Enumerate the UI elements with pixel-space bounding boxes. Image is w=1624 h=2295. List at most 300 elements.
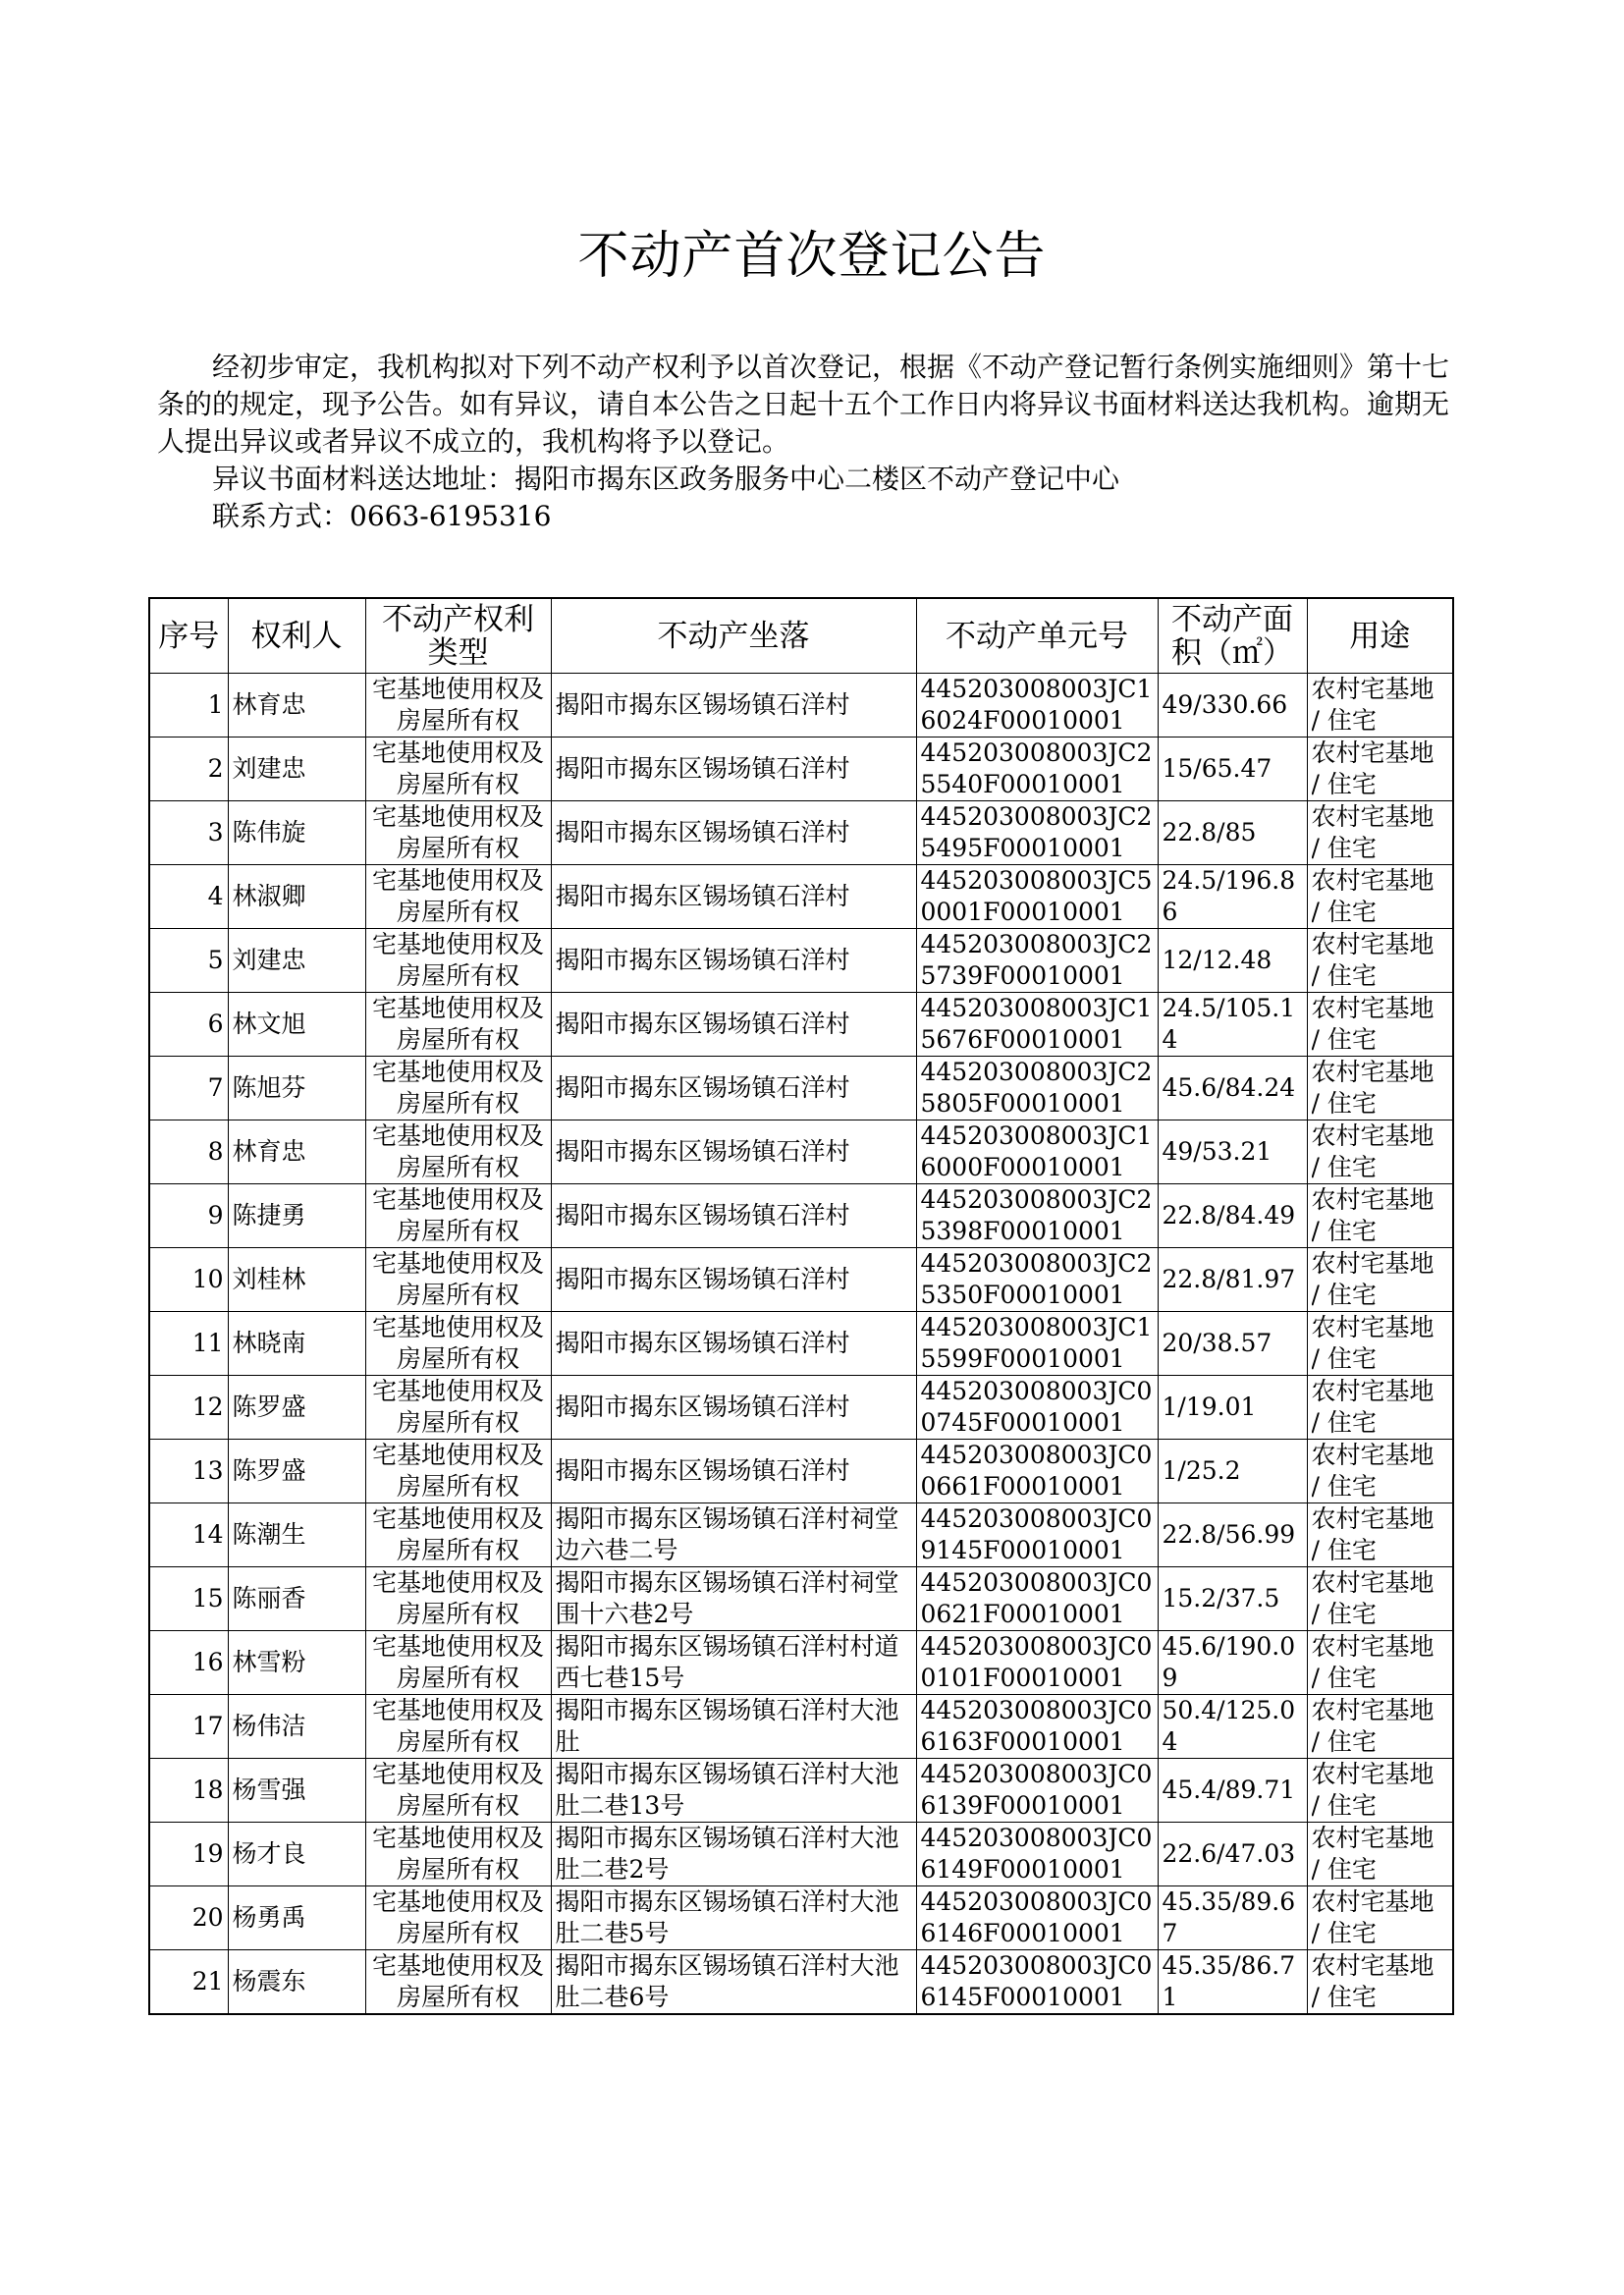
row-use xyxy=(1307,1823,1453,1886)
row-unit-number xyxy=(916,929,1158,993)
header-use: 用途 xyxy=(1307,598,1453,674)
row-area-text: 45.4/89.71 xyxy=(1162,1776,1296,1804)
row-use xyxy=(1307,929,1453,993)
row-owner-text: 陈捷勇 xyxy=(232,1201,306,1229)
row-location xyxy=(551,1120,916,1184)
row-area xyxy=(1158,1440,1307,1503)
row-seq xyxy=(149,1759,228,1823)
row-location-text: 揭阳市揭东区锡场镇石洋村祠堂围十六巷2号 xyxy=(555,1568,899,1628)
row-area-text: 22.8/84.49 xyxy=(1162,1201,1296,1229)
row-right-type xyxy=(365,1567,551,1631)
row-owner-text: 陈罗盛 xyxy=(232,1393,306,1421)
row-use xyxy=(1307,1631,1453,1695)
row-use-text: 农村宅基地 / 住宅 xyxy=(1311,1951,1435,2011)
notice-paragraph: 经初步审定，我机构拟对下列不动产权利予以首次登记，根据《不动产登记暂行条例实施细则》第十七条的的规定，现予公告。如有异议，请自本公告之日起十五个工作日内将异议书面材料送达我机构。逾期无人提出异议或者异议不成立的，我机构将予以登记。 xyxy=(157,351,1450,458)
row-area-text: 45.6/190.09 xyxy=(1162,1632,1296,1692)
header-owner: 权利人 xyxy=(228,598,365,674)
row-unit-number xyxy=(916,801,1158,865)
row-location-text: 揭阳市揭东区锡场镇石洋村大池肚二巷5号 xyxy=(555,1887,899,1947)
row-use-text: 农村宅基地 / 住宅 xyxy=(1311,994,1435,1054)
table-row xyxy=(149,1376,1453,1440)
table-row xyxy=(149,1567,1453,1631)
row-owner-text: 陈伟旋 xyxy=(232,818,306,847)
row-area-text: 22.8/85 xyxy=(1162,818,1257,847)
row-area-text: 45.6/84.24 xyxy=(1162,1073,1296,1102)
row-location xyxy=(551,1567,916,1631)
row-owner xyxy=(228,1759,365,1823)
row-use-text: 农村宅基地 / 住宅 xyxy=(1311,1504,1435,1564)
row-unit-number xyxy=(916,674,1158,738)
row-use xyxy=(1307,1695,1453,1759)
row-location xyxy=(551,865,916,929)
row-area xyxy=(1158,1057,1307,1120)
row-owner-text: 刘建忠 xyxy=(232,754,306,783)
row-right-type xyxy=(365,865,551,929)
row-owner-text: 林雪粉 xyxy=(232,1648,306,1676)
row-owner xyxy=(228,1057,365,1120)
row-seq xyxy=(149,801,228,865)
row-area xyxy=(1158,1631,1307,1695)
table-row xyxy=(149,993,1453,1057)
row-seq xyxy=(149,1184,228,1248)
row-location-text: 揭阳市揭东区锡场镇石洋村祠堂边六巷二号 xyxy=(555,1504,899,1564)
row-use-text: 农村宅基地 / 住宅 xyxy=(1311,1824,1435,1884)
row-owner-text: 杨震东 xyxy=(232,1967,306,1995)
row-location-text: 揭阳市揭东区锡场镇石洋村 xyxy=(555,1201,850,1229)
objection-address: 异议书面材料送达地址：揭阳市揭东区政务服务中心二楼区不动产登记中心 xyxy=(212,463,1120,495)
row-owner xyxy=(228,1248,365,1312)
row-right-type xyxy=(365,1248,551,1312)
header-location: 不动产坐落 xyxy=(551,598,916,674)
row-unit-number-text: 445203008003JC06146F00010001 xyxy=(920,1887,1153,1947)
row-use-text: 农村宅基地 / 住宅 xyxy=(1311,866,1435,926)
row-owner xyxy=(228,738,365,801)
row-right-type-text: 宅基地使用权及房屋所有权 xyxy=(371,930,544,990)
row-use xyxy=(1307,1120,1453,1184)
row-right-type-text: 宅基地使用权及房屋所有权 xyxy=(371,1568,544,1628)
row-owner-text: 陈丽香 xyxy=(232,1584,306,1612)
row-right-type xyxy=(365,929,551,993)
row-use-text: 农村宅基地 / 住宅 xyxy=(1311,1313,1435,1373)
row-seq xyxy=(149,1312,228,1376)
row-location xyxy=(551,1886,916,1950)
row-area-text: 1/25.2 xyxy=(1162,1456,1241,1485)
row-right-type xyxy=(365,1695,551,1759)
row-seq xyxy=(149,1567,228,1631)
row-use xyxy=(1307,1312,1453,1376)
row-unit-number xyxy=(916,1376,1158,1440)
row-location-text: 揭阳市揭东区锡场镇石洋村 xyxy=(555,818,850,847)
row-location-text: 揭阳市揭东区锡场镇石洋村大池肚二巷13号 xyxy=(555,1760,899,1820)
row-use-text: 农村宅基地 / 住宅 xyxy=(1311,738,1435,798)
row-seq xyxy=(149,674,228,738)
row-owner xyxy=(228,1950,365,2015)
table-row xyxy=(149,738,1453,801)
row-right-type-text: 宅基地使用权及房屋所有权 xyxy=(371,866,544,926)
row-owner xyxy=(228,865,365,929)
row-unit-number-text: 445203008003JC50001F00010001 xyxy=(920,866,1153,926)
row-unit-number xyxy=(916,1567,1158,1631)
row-area xyxy=(1158,1950,1307,2015)
row-location xyxy=(551,1759,916,1823)
row-right-type xyxy=(365,738,551,801)
row-use-text: 农村宅基地 / 住宅 xyxy=(1311,1441,1435,1501)
row-seq xyxy=(149,1376,228,1440)
row-right-type-text: 宅基地使用权及房屋所有权 xyxy=(371,1504,544,1564)
row-unit-number-text: 445203008003JC00745F00010001 xyxy=(920,1377,1153,1437)
row-seq xyxy=(149,1057,228,1120)
row-area xyxy=(1158,865,1307,929)
row-use-text: 农村宅基地 / 住宅 xyxy=(1311,1058,1435,1118)
row-seq-text: 3 xyxy=(207,818,224,847)
row-area xyxy=(1158,674,1307,738)
row-area xyxy=(1158,801,1307,865)
row-right-type-text: 宅基地使用权及房屋所有权 xyxy=(371,994,544,1054)
row-right-type xyxy=(365,674,551,738)
row-seq xyxy=(149,1823,228,1886)
row-unit-number xyxy=(916,738,1158,801)
row-unit-number-text: 445203008003JC25739F00010001 xyxy=(920,930,1153,990)
row-use xyxy=(1307,1184,1453,1248)
row-location-text: 揭阳市揭东区锡场镇石洋村 xyxy=(555,1265,850,1293)
row-use xyxy=(1307,1503,1453,1567)
row-location xyxy=(551,1312,916,1376)
row-use xyxy=(1307,865,1453,929)
row-use-text: 农村宅基地 / 住宅 xyxy=(1311,930,1435,990)
row-unit-number-text: 445203008003JC06145F00010001 xyxy=(920,1951,1153,2011)
registration-table xyxy=(148,597,1454,2015)
row-unit-number-text: 445203008003JC15676F00010001 xyxy=(920,994,1153,1054)
row-area xyxy=(1158,993,1307,1057)
row-area-text: 15.2/37.5 xyxy=(1162,1584,1280,1612)
row-location-text: 揭阳市揭东区锡场镇石洋村 xyxy=(555,946,850,974)
row-seq xyxy=(149,993,228,1057)
row-owner xyxy=(228,1503,365,1567)
row-unit-number xyxy=(916,1312,1158,1376)
row-location xyxy=(551,801,916,865)
row-area-text: 12/12.48 xyxy=(1162,946,1272,974)
row-owner xyxy=(228,1440,365,1503)
row-area xyxy=(1158,1248,1307,1312)
row-use-text: 农村宅基地 / 住宅 xyxy=(1311,802,1435,862)
row-owner-text: 刘建忠 xyxy=(232,946,306,974)
row-owner-text: 杨雪强 xyxy=(232,1776,306,1804)
table-row xyxy=(149,929,1453,993)
row-seq-text: 4 xyxy=(207,882,224,910)
row-seq-text: 11 xyxy=(191,1329,224,1357)
row-owner-text: 林育忠 xyxy=(232,690,306,719)
row-unit-number-text: 445203008003JC16000F00010001 xyxy=(920,1121,1153,1181)
row-unit-number-text: 445203008003JC25350F00010001 xyxy=(920,1249,1153,1309)
row-owner xyxy=(228,993,365,1057)
row-right-type xyxy=(365,1312,551,1376)
row-location xyxy=(551,1823,916,1886)
row-owner xyxy=(228,1312,365,1376)
row-area xyxy=(1158,1376,1307,1440)
row-right-type xyxy=(365,801,551,865)
row-location-text: 揭阳市揭东区锡场镇石洋村 xyxy=(555,754,850,783)
row-right-type-text: 宅基地使用权及房屋所有权 xyxy=(371,802,544,862)
row-use-text: 农村宅基地 / 住宅 xyxy=(1311,1249,1435,1309)
row-right-type-text: 宅基地使用权及房屋所有权 xyxy=(371,1377,544,1437)
row-location xyxy=(551,1503,916,1567)
table-body xyxy=(149,674,1453,2015)
row-right-type-text: 宅基地使用权及房屋所有权 xyxy=(371,1632,544,1692)
row-area xyxy=(1158,1886,1307,1950)
row-use xyxy=(1307,1567,1453,1631)
row-seq xyxy=(149,1503,228,1567)
row-unit-number-text: 445203008003JC25495F00010001 xyxy=(920,802,1153,862)
page-title: 不动产首次登记公告 xyxy=(577,227,1047,286)
table-row xyxy=(149,1440,1453,1503)
header-unit-number: 不动产单元号 xyxy=(916,598,1158,674)
row-unit-number xyxy=(916,1695,1158,1759)
row-seq xyxy=(149,1248,228,1312)
row-unit-number-text: 445203008003JC06163F00010001 xyxy=(920,1696,1153,1756)
row-seq-text: 10 xyxy=(191,1265,224,1293)
row-area xyxy=(1158,1759,1307,1823)
row-owner xyxy=(228,674,365,738)
row-unit-number-text: 445203008003JC16024F00010001 xyxy=(920,675,1153,735)
row-unit-number xyxy=(916,1184,1158,1248)
row-seq-text: 14 xyxy=(191,1520,224,1549)
row-location xyxy=(551,1440,916,1503)
row-area xyxy=(1158,1823,1307,1886)
row-unit-number-text: 445203008003JC25398F00010001 xyxy=(920,1185,1153,1245)
row-right-type-text: 宅基地使用权及房屋所有权 xyxy=(371,1696,544,1756)
row-unit-number xyxy=(916,1886,1158,1950)
row-area xyxy=(1158,1503,1307,1567)
row-owner xyxy=(228,1823,365,1886)
row-right-type-text: 宅基地使用权及房屋所有权 xyxy=(371,1313,544,1373)
row-use xyxy=(1307,801,1453,865)
row-seq xyxy=(149,1631,228,1695)
row-seq-text: 15 xyxy=(191,1584,224,1612)
row-owner-text: 陈旭芬 xyxy=(232,1073,306,1102)
row-right-type-text: 宅基地使用权及房屋所有权 xyxy=(371,1887,544,1947)
row-owner-text: 林育忠 xyxy=(232,1137,306,1166)
row-location xyxy=(551,993,916,1057)
row-use xyxy=(1307,1950,1453,2015)
row-seq-text: 13 xyxy=(191,1456,224,1485)
table-row xyxy=(149,1950,1453,2015)
row-unit-number xyxy=(916,865,1158,929)
row-seq-text: 6 xyxy=(207,1010,224,1038)
row-location-text: 揭阳市揭东区锡场镇石洋村村道西七巷15号 xyxy=(555,1632,899,1692)
row-area-text: 15/65.47 xyxy=(1162,754,1272,783)
table-row xyxy=(149,1312,1453,1376)
row-seq-text: 18 xyxy=(191,1776,224,1804)
row-use-text: 农村宅基地 / 住宅 xyxy=(1311,1696,1435,1756)
row-seq xyxy=(149,865,228,929)
row-location xyxy=(551,1057,916,1120)
row-unit-number xyxy=(916,1759,1158,1823)
row-location xyxy=(551,1248,916,1312)
row-use xyxy=(1307,1248,1453,1312)
row-owner xyxy=(228,1886,365,1950)
row-unit-number xyxy=(916,1631,1158,1695)
table-row xyxy=(149,1057,1453,1120)
row-seq-text: 16 xyxy=(191,1648,224,1676)
row-owner-text: 刘桂林 xyxy=(232,1265,306,1293)
row-seq-text: 12 xyxy=(191,1393,224,1421)
table-row xyxy=(149,1120,1453,1184)
row-unit-number-text: 445203008003JC15599F00010001 xyxy=(920,1313,1153,1373)
row-use xyxy=(1307,1057,1453,1120)
row-right-type xyxy=(365,1631,551,1695)
row-seq-text: 20 xyxy=(191,1903,224,1932)
row-use xyxy=(1307,1440,1453,1503)
row-location-text: 揭阳市揭东区锡场镇石洋村 xyxy=(555,1073,850,1102)
row-unit-number-text: 445203008003JC06139F00010001 xyxy=(920,1760,1153,1820)
row-unit-number xyxy=(916,1823,1158,1886)
table-row xyxy=(149,1823,1453,1886)
row-unit-number xyxy=(916,1248,1158,1312)
row-right-type-text: 宅基地使用权及房屋所有权 xyxy=(371,1824,544,1884)
row-location-text: 揭阳市揭东区锡场镇石洋村 xyxy=(555,1010,850,1038)
row-right-type xyxy=(365,1440,551,1503)
row-unit-number-text: 445203008003JC06149F00010001 xyxy=(920,1824,1153,1884)
row-owner xyxy=(228,929,365,993)
row-use xyxy=(1307,993,1453,1057)
row-right-type-text: 宅基地使用权及房屋所有权 xyxy=(371,738,544,798)
table-row xyxy=(149,1248,1453,1312)
row-location-text: 揭阳市揭东区锡场镇石洋村 xyxy=(555,1329,850,1357)
row-seq-text: 5 xyxy=(207,946,224,974)
row-location xyxy=(551,674,916,738)
row-area xyxy=(1158,1695,1307,1759)
row-area-text: 24.5/196.86 xyxy=(1162,866,1296,926)
row-right-type xyxy=(365,1759,551,1823)
row-right-type xyxy=(365,1057,551,1120)
header-seq: 序号 xyxy=(149,598,228,674)
row-location xyxy=(551,1695,916,1759)
row-right-type xyxy=(365,1120,551,1184)
row-right-type-text: 宅基地使用权及房屋所有权 xyxy=(371,1058,544,1118)
row-right-type-text: 宅基地使用权及房屋所有权 xyxy=(371,1249,544,1309)
row-use-text: 农村宅基地 / 住宅 xyxy=(1311,1887,1435,1947)
row-seq-text: 1 xyxy=(207,690,224,719)
row-seq-text: 9 xyxy=(207,1201,224,1229)
row-area-text: 24.5/105.14 xyxy=(1162,994,1296,1054)
row-owner-text: 陈潮生 xyxy=(232,1520,306,1549)
row-unit-number xyxy=(916,1057,1158,1120)
row-area xyxy=(1158,929,1307,993)
row-location xyxy=(551,1631,916,1695)
row-use-text: 农村宅基地 / 住宅 xyxy=(1311,1632,1435,1692)
row-right-type xyxy=(365,1886,551,1950)
row-location xyxy=(551,1376,916,1440)
row-seq-text: 7 xyxy=(207,1073,224,1102)
row-owner xyxy=(228,1376,365,1440)
contact-info: 联系方式：0663-6195316 xyxy=(212,500,552,532)
row-area xyxy=(1158,1567,1307,1631)
table-row xyxy=(149,865,1453,929)
row-use-text: 农村宅基地 / 住宅 xyxy=(1311,1377,1435,1437)
row-unit-number xyxy=(916,1950,1158,2015)
row-seq xyxy=(149,1886,228,1950)
row-right-type-text: 宅基地使用权及房屋所有权 xyxy=(371,1760,544,1820)
row-right-type xyxy=(365,1823,551,1886)
row-location-text: 揭阳市揭东区锡场镇石洋村 xyxy=(555,1393,850,1421)
table-row xyxy=(149,674,1453,738)
row-owner xyxy=(228,1631,365,1695)
row-area-text: 22.8/81.97 xyxy=(1162,1265,1296,1293)
row-right-type-text: 宅基地使用权及房屋所有权 xyxy=(371,1185,544,1245)
table-row xyxy=(149,1503,1453,1567)
row-use-text: 农村宅基地 / 住宅 xyxy=(1311,1185,1435,1245)
row-owner xyxy=(228,1120,365,1184)
row-seq xyxy=(149,1695,228,1759)
table-header-row xyxy=(149,598,1453,674)
row-owner-text: 陈罗盛 xyxy=(232,1456,306,1485)
row-seq xyxy=(149,1950,228,2015)
row-seq xyxy=(149,929,228,993)
row-location xyxy=(551,1184,916,1248)
row-area-text: 45.35/86.71 xyxy=(1162,1951,1296,2011)
table-row xyxy=(149,801,1453,865)
row-use xyxy=(1307,1376,1453,1440)
row-location xyxy=(551,1950,916,2015)
row-unit-number-text: 445203008003JC00621F00010001 xyxy=(920,1568,1153,1628)
row-area-text: 50.4/125.04 xyxy=(1162,1696,1296,1756)
row-right-type xyxy=(365,993,551,1057)
row-area xyxy=(1158,1184,1307,1248)
row-use xyxy=(1307,1759,1453,1823)
row-seq xyxy=(149,1440,228,1503)
row-use-text: 农村宅基地 / 住宅 xyxy=(1311,1568,1435,1628)
table-row xyxy=(149,1759,1453,1823)
row-use xyxy=(1307,674,1453,738)
row-unit-number xyxy=(916,1120,1158,1184)
row-area-text: 22.8/56.99 xyxy=(1162,1520,1296,1549)
row-right-type-text: 宅基地使用权及房屋所有权 xyxy=(371,1951,544,2011)
row-owner-text: 林淑卿 xyxy=(232,882,306,910)
row-use xyxy=(1307,738,1453,801)
row-use-text: 农村宅基地 / 住宅 xyxy=(1311,1760,1435,1820)
row-right-type xyxy=(365,1184,551,1248)
row-area-text: 20/38.57 xyxy=(1162,1329,1272,1357)
row-use xyxy=(1307,1886,1453,1950)
row-owner-text: 杨伟洁 xyxy=(232,1712,306,1740)
row-area-text: 49/330.66 xyxy=(1162,690,1288,719)
row-owner-text: 杨才良 xyxy=(232,1839,306,1868)
row-seq-text: 2 xyxy=(207,754,224,783)
row-area xyxy=(1158,738,1307,801)
row-right-type xyxy=(365,1503,551,1567)
row-unit-number-text: 445203008003JC25805F00010001 xyxy=(920,1058,1153,1118)
row-seq xyxy=(149,738,228,801)
row-area xyxy=(1158,1312,1307,1376)
row-right-type xyxy=(365,1950,551,2015)
row-owner-text: 林文旭 xyxy=(232,1010,306,1038)
row-seq-text: 19 xyxy=(191,1839,224,1868)
row-location-text: 揭阳市揭东区锡场镇石洋村 xyxy=(555,690,850,719)
row-owner-text: 杨勇禹 xyxy=(232,1903,306,1932)
table-row xyxy=(149,1695,1453,1759)
header-right-type: 不动产权利类型 xyxy=(365,598,551,674)
row-area-text: 45.35/89.67 xyxy=(1162,1887,1296,1947)
row-owner-text: 林晓南 xyxy=(232,1329,306,1357)
row-owner xyxy=(228,1695,365,1759)
row-owner xyxy=(228,1567,365,1631)
row-location-text: 揭阳市揭东区锡场镇石洋村 xyxy=(555,882,850,910)
row-unit-number xyxy=(916,993,1158,1057)
row-use-text: 农村宅基地 / 住宅 xyxy=(1311,675,1435,735)
row-area-text: 49/53.21 xyxy=(1162,1137,1272,1166)
row-unit-number xyxy=(916,1440,1158,1503)
row-right-type xyxy=(365,1376,551,1440)
